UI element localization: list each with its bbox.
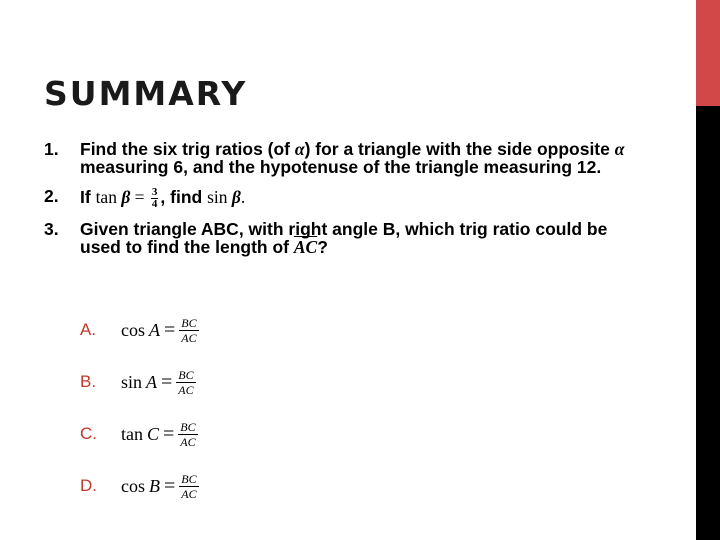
ratio-numerator: BC — [181, 471, 197, 486]
equals-sign: = — [163, 422, 175, 445]
option-letter: D. — [80, 476, 97, 495]
question-text: Find the six trig ratios (of — [80, 139, 295, 159]
ratio-denominator: AC — [181, 330, 197, 345]
function-name: cos — [121, 319, 145, 340]
sin-function: sin — [207, 187, 232, 208]
ratio-numerator: BC — [178, 367, 194, 382]
option-expression — [121, 472, 199, 501]
function-name: tan — [121, 423, 143, 444]
option-expression — [121, 316, 199, 345]
beta-symbol: β — [121, 187, 131, 208]
ratio-numerator: BC — [181, 315, 197, 330]
ratio-fraction — [178, 420, 197, 449]
option-b[interactable] — [80, 356, 280, 408]
ratio-fraction — [179, 472, 198, 501]
right-bar-accent — [696, 0, 720, 106]
question-text: If — [80, 187, 96, 208]
beta-symbol: β — [231, 187, 241, 208]
right-decorative-bar — [696, 0, 720, 540]
angle-variable: B — [149, 475, 160, 496]
equals-sign: = — [161, 370, 173, 393]
answer-options — [80, 304, 280, 512]
equals-sign: = — [164, 474, 176, 497]
question-text: ) for a triangle with the side opposite — [304, 139, 615, 159]
alpha-symbol: α — [294, 139, 305, 159]
slide-title: SUMMARY — [44, 74, 248, 113]
ratio-fraction — [176, 368, 195, 397]
question-number: 3. — [44, 219, 59, 239]
ratio-numerator: BC — [180, 419, 196, 434]
period: . — [240, 187, 246, 208]
question-text: Given triangle ABC, with right angle B, which trig ratio could be used to find the length of — [80, 219, 608, 257]
equals-sign: = — [130, 187, 149, 208]
question-text: measuring 6, and the hypotenuse of the triangle measuring 12. — [80, 157, 602, 177]
option-expression — [121, 368, 196, 397]
alpha-symbol: α — [614, 139, 625, 159]
option-a[interactable] — [80, 304, 280, 356]
equals-sign: = — [164, 318, 176, 341]
question-number: 2. — [44, 186, 59, 206]
option-letter: B. — [80, 372, 97, 391]
option-letter: C. — [80, 424, 97, 443]
question-1 — [44, 140, 644, 176]
angle-variable: A — [149, 319, 160, 340]
ratio-denominator: AC — [178, 382, 194, 397]
angle-variable: C — [147, 423, 160, 444]
ratio-fraction — [179, 316, 198, 345]
ratio-denominator: AC — [180, 434, 196, 449]
option-letter: A. — [80, 320, 97, 339]
question-2 — [44, 187, 644, 210]
question-number: 1. — [44, 139, 59, 159]
function-name: sin — [121, 371, 143, 392]
tan-function: tan — [95, 187, 122, 208]
fraction-numerator: 3 — [151, 186, 158, 198]
question-text: ? — [317, 237, 328, 257]
function-name: cos — [121, 475, 145, 496]
segment-ac: $\overline{AC}$ — [293, 237, 318, 257]
fraction-denominator: 4 — [151, 198, 158, 210]
option-d[interactable] — [80, 460, 280, 512]
option-c[interactable] — [80, 408, 280, 460]
question-list — [44, 140, 644, 256]
angle-variable: A — [146, 371, 158, 392]
ratio-denominator: AC — [181, 486, 197, 501]
option-expression — [121, 420, 198, 449]
fraction — [151, 187, 159, 210]
question-text: , find — [160, 187, 208, 208]
question-3 — [44, 220, 644, 256]
